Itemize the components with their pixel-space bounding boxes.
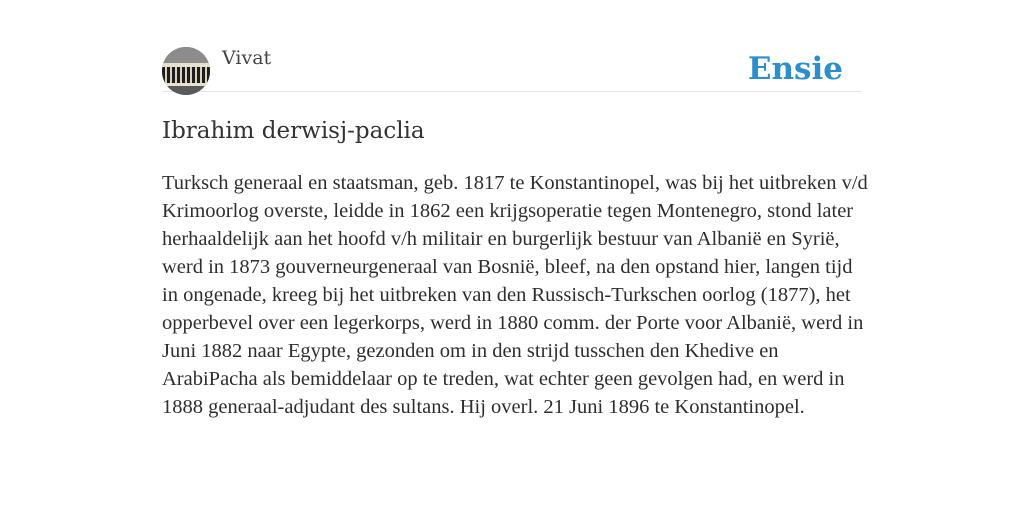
book-spines-avatar-icon (162, 47, 210, 95)
source-name[interactable]: Vivat (222, 47, 272, 69)
entry-title: Ibrahim derwisj-paclia (162, 118, 425, 144)
entry-header (162, 0, 862, 92)
source-avatar[interactable] (162, 47, 210, 95)
ensie-logo[interactable]: Ensie (747, 51, 843, 87)
entry-body: Turksch generaal en staatsman, geb. 1817 te Konstantinopel, was bij het uitbreken v/d Krimoorlog overste, leidde in 1862 een krijgsoperatie tegen Montenegro, stond later herhaaldelijk aan het hoofd v/h militair en burgerlijk bestuur van Albanië en Syrië, werd in 1873 gouverneurgeneraal van Bosnië, bleef, na den opstand hier, langen tijd in ongenade, kreeg bij het uitbreken van den Russisch-Turkschen oorlog (1877), het opperbevel over een legerkorps, werd in 1880 comm. der Porte voor Albanië, werd in Juni 1882 naar Egypte, gezonden om in den strijd tusschen den Khedive en ArabiPacha als bemiddelaar op te treden, wat echter geen gevolgen had, en werd in 1888 generaal-adjudant des sultans. Hij overl. 21 Juni 1896 te Konstantinopel. (162, 172, 868, 418)
entry-card (162, 0, 868, 512)
